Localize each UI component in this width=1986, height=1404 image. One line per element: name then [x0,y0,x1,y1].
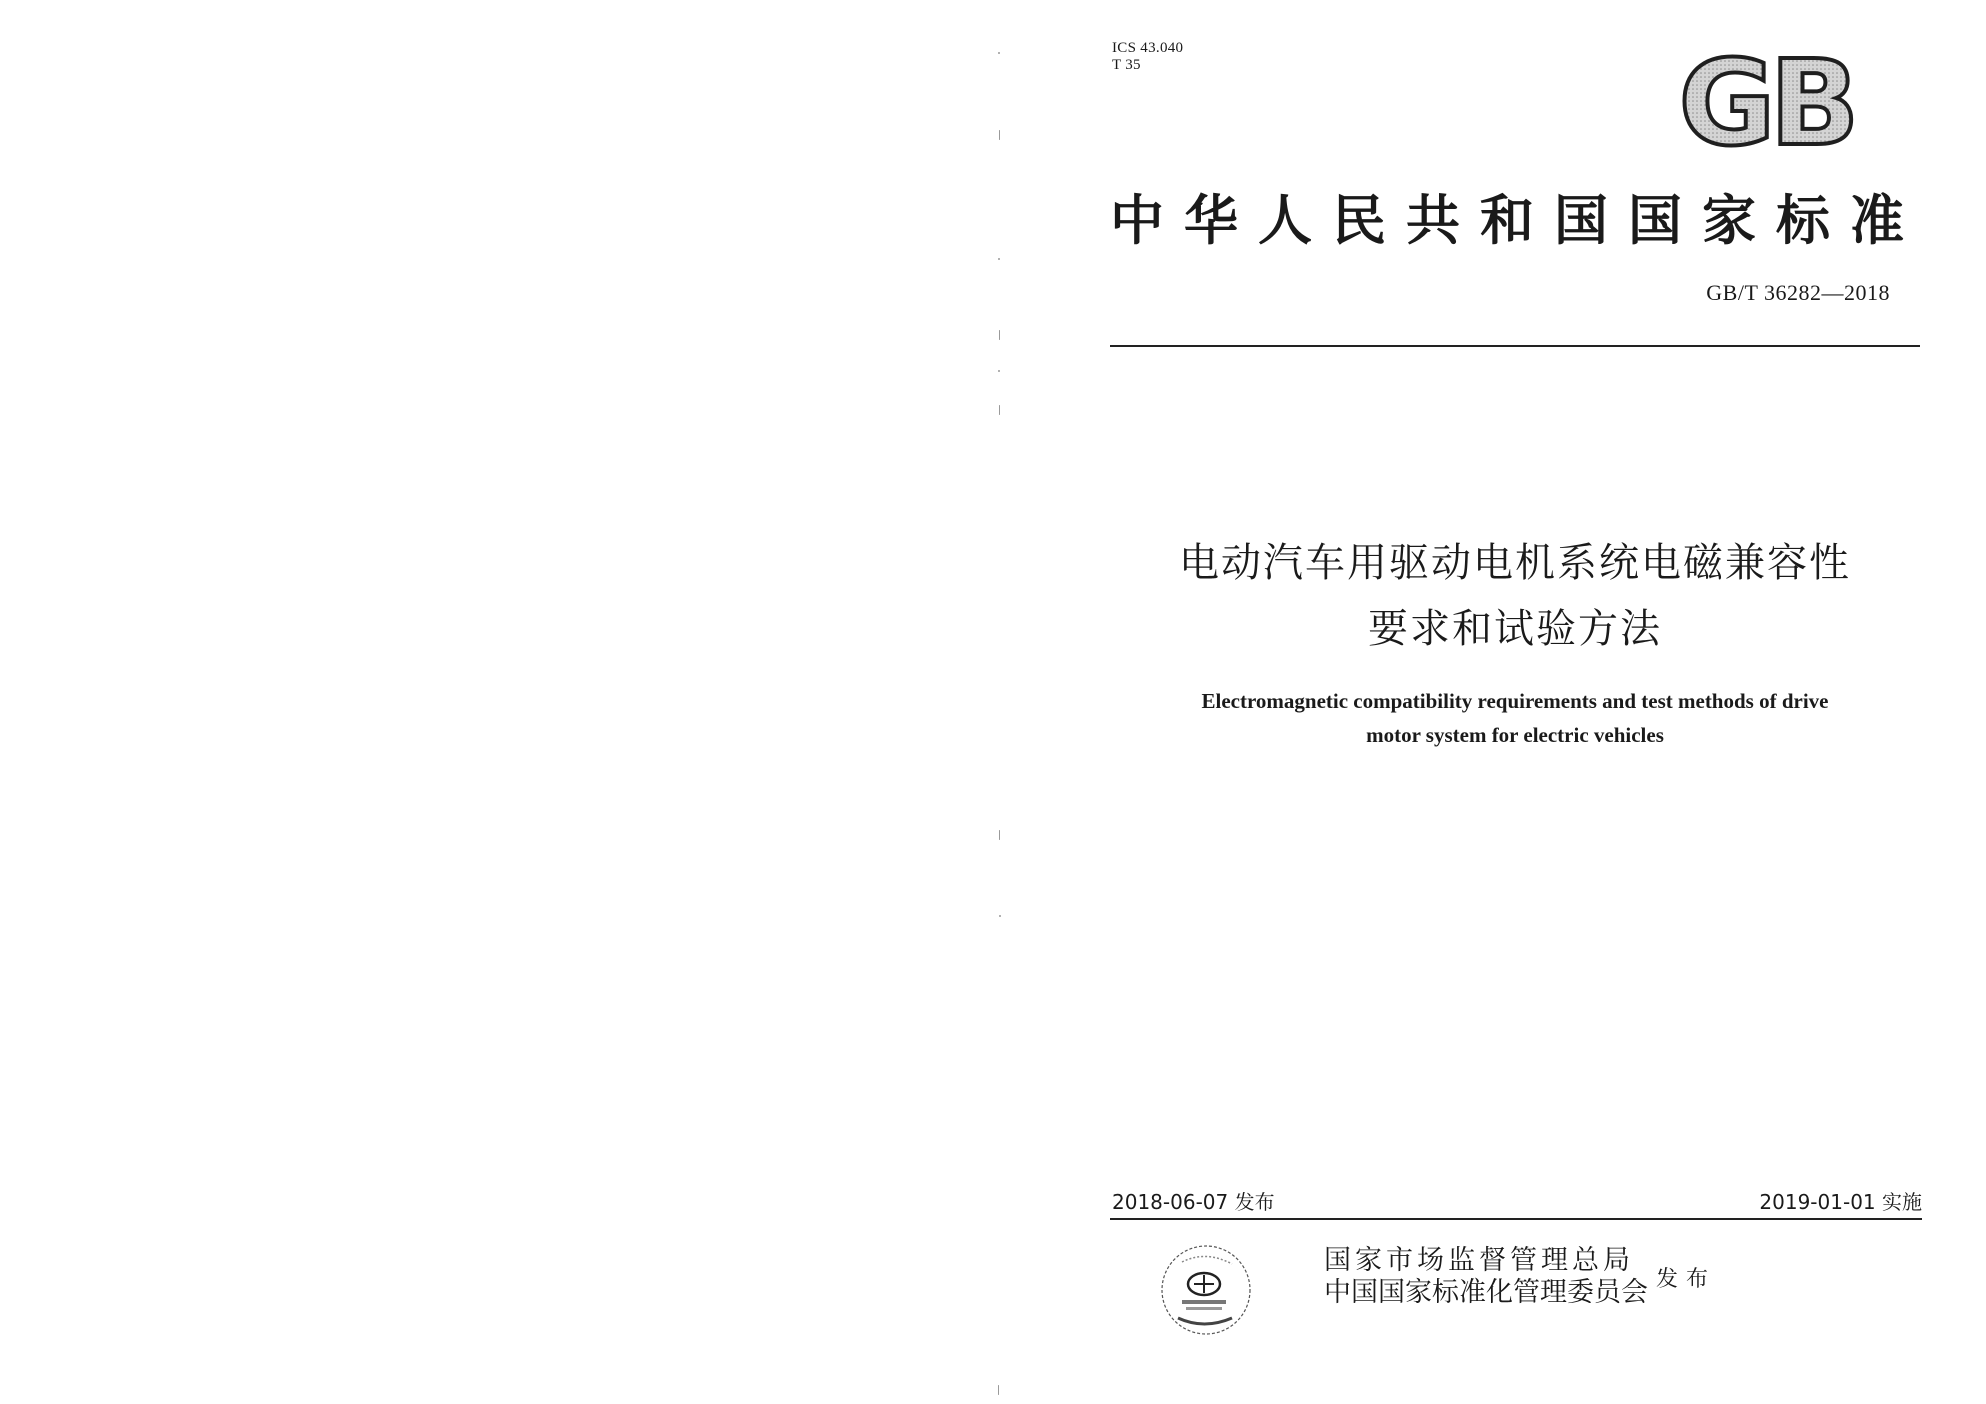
scan-speck [998,258,1000,260]
gb-logo [1668,52,1864,152]
top-rule [1110,345,1920,347]
chinese-title-line-2: 要求和试验方法 [1368,606,1662,652]
english-title-line-2: motor system for electric vehicles [1366,723,1664,747]
scan-speck [999,405,1000,415]
issue-date: 2018-06-07 发布 [1112,1190,1275,1214]
scan-speck [999,130,1000,140]
scan-speck [999,915,1001,917]
classification-codes [1112,40,1183,74]
scan-speck [999,330,1000,340]
ics-code: ICS 43.040 [1112,40,1184,56]
scan-speck [999,830,1000,840]
gb-logo-text: GB [1678,52,1854,152]
publishers [1324,1245,1648,1309]
chinese-title-line-1: 电动汽车用驱动电机系统电磁兼容性 [1179,540,1851,586]
chinese-title [1100,530,1930,662]
scan-speck [998,370,1000,372]
issuer-seal-icon [1158,1242,1254,1338]
ccs-code: T 35 [1112,57,1141,73]
english-title-line-1: Electromagnetic compatibility requirements and test methods of drive [1201,689,1829,713]
standard-number: GB/T 36282—2018 [1706,280,1890,305]
publish-label: 发布 [1656,1267,1717,1292]
publisher-sac: 中国国家标准化管理委员会 [1324,1277,1648,1308]
publisher-samr: 国家市场监督管理总局 [1324,1245,1634,1276]
bottom-rule [1110,1218,1922,1220]
standard-cover [1100,0,1986,1404]
english-title [1100,684,1930,752]
scan-speck [998,52,1000,54]
implementation-date: 2019-01-01 实施 [1759,1190,1922,1214]
national-standard-heading: 中华人民共和国国家标准 [1110,188,1924,252]
scan-speck [998,1385,999,1395]
